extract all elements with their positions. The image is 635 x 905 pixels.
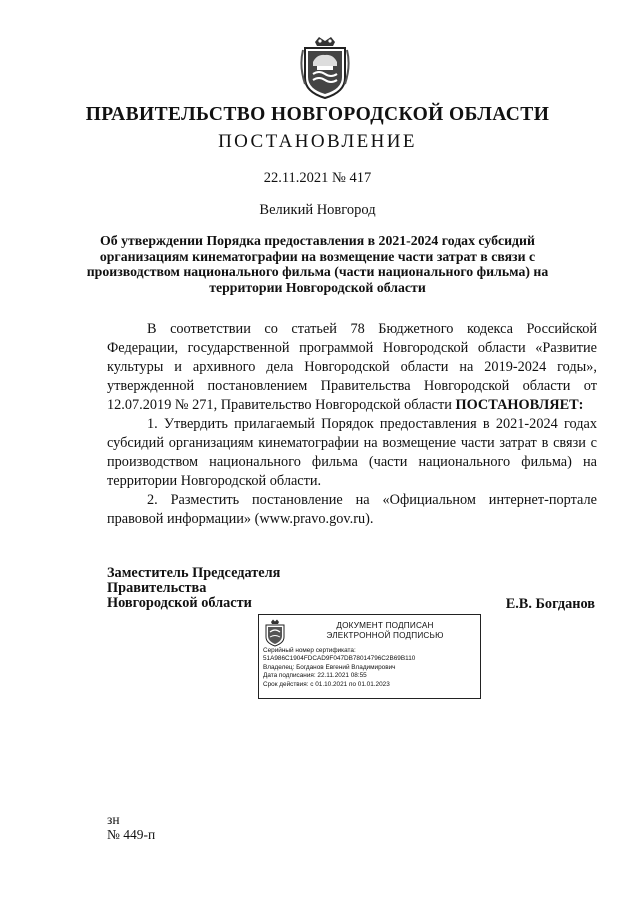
preamble-paragraph	[107, 320, 597, 415]
stamp-heading-line: ДОКУМЕНТ ПОДПИСАН	[336, 621, 434, 630]
validity-period: Срок действия: с 01.10.2021 по 01.01.2023	[263, 680, 390, 688]
executor-initials: зн	[107, 812, 120, 827]
signer-position-line: Правительства	[107, 580, 207, 596]
signer-position-line: Новгородской области	[107, 595, 252, 611]
decrees-word: ПОСТАНОВЛЯЕТ:	[455, 397, 584, 413]
registration-code	[107, 812, 155, 842]
stamp-emblem-icon	[264, 619, 286, 647]
document-title: Об утверждении Порядка предоставления в 2021-2024 годах субсидий организациям кинематографии на возмещение части затрат в связи с производством национального фильма (части национального фильма) на территории Новгородской области	[86, 233, 549, 295]
electronic-signature-stamp	[258, 614, 481, 699]
preamble-text: В соответствии со статьей 78 Бюджетного кодекса Российской Федерации, государственной программой Новгородской области «Развитие культуры и архивного дела Новгородской области на 2019-2024 годы», утвержденной постановлением Правительства Новгородской области от 12.07.2019 № 271, Правительство Новгородской области	[107, 321, 597, 413]
signing-date: Дата подписания: 22.11.2021 08:55	[263, 672, 367, 680]
certificate-label: Серийный номер сертификата:	[263, 647, 356, 654]
certificate-owner: Владелец: Богданов Евгений Владимирович	[263, 663, 396, 671]
document-body	[107, 320, 597, 529]
certificate-number: 51A986C1904FDCAD9F047DB78014796C2B69B110	[263, 655, 416, 663]
government-name: ПРАВИТЕЛЬСТВО НОВГОРОДСКОЙ ОБЛАСТИ	[85, 104, 550, 125]
date-and-number: 22.11.2021 № 417	[263, 170, 372, 186]
stamp-details	[263, 647, 415, 689]
registration-number: № 449-п	[107, 827, 156, 842]
signer-position	[107, 566, 280, 611]
stamp-heading-line: ЭЛЕКТРОННОЙ ПОДПИСЬЮ	[326, 631, 444, 640]
signer-name: Е.В. Богданов	[505, 596, 595, 612]
signer-position-line: Заместитель Председателя	[107, 565, 281, 581]
stamp-heading	[295, 621, 475, 641]
item-1: 1. Утвердить прилагаемый Порядок предоставления в 2021-2024 годах субсидий организациям кинематографии на возмещение части затрат в связи с производством национального фильма (части национального фильма) на территории Новгородской области.	[107, 416, 597, 489]
item-2: 2. Разместить постановление на «Официальном интернет-портале правовой информации» (www.pravo.gov.ru).	[107, 492, 597, 527]
coat-of-arms-icon	[299, 36, 351, 100]
document-type: ПОСТАНОВЛЕНИЕ	[218, 131, 417, 152]
city: Великий Новгород	[259, 202, 376, 218]
